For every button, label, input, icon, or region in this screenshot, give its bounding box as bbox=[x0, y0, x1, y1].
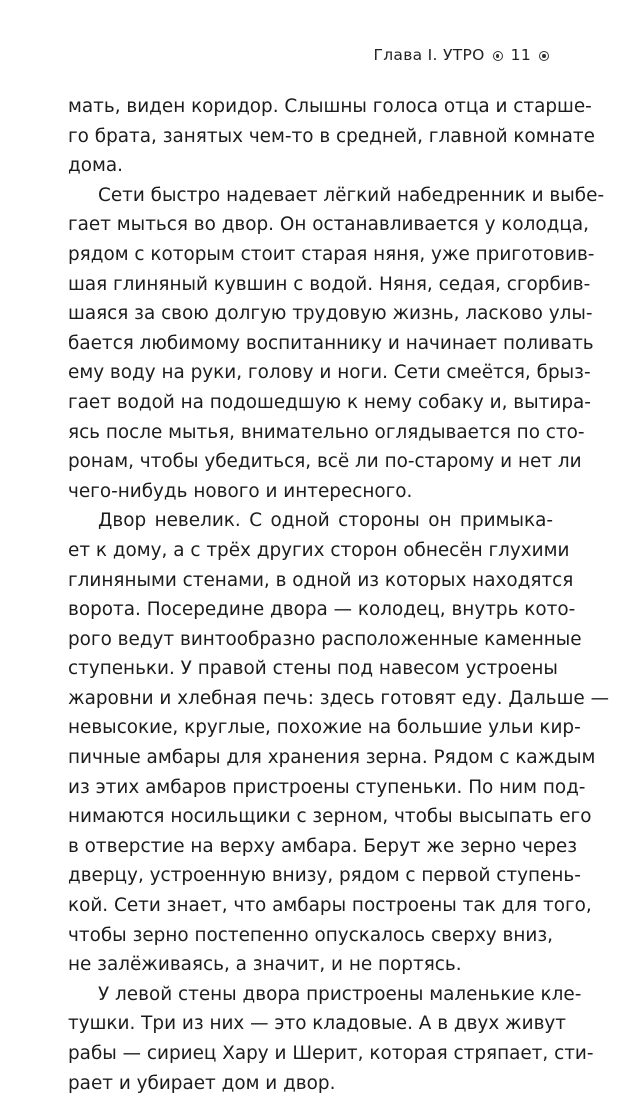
text-line: не залёживаясь, а значит, и не портясь. bbox=[68, 954, 462, 976]
text-line: ронам, чтобы убедиться, всё ли по-старому и нет ли bbox=[68, 451, 582, 473]
text-line: тушки. Три из них — это кладовые. А в двух живут bbox=[68, 1013, 567, 1035]
text-line: го брата, занятых чем-то в средней, главной комнате bbox=[68, 125, 595, 147]
ornament-right-icon bbox=[539, 51, 549, 61]
text-line: ему воду на руки, голову и ноги. Сети смеётся, брыз- bbox=[68, 362, 591, 384]
text-line: чтобы зерно постепенно опускалось сверху вниз, bbox=[68, 924, 553, 946]
text-line: гает мыться во двор. Он останавливается у колодца, bbox=[68, 214, 590, 236]
text-line: из этих амбаров пристроены ступеньки. По ним под- bbox=[68, 776, 586, 798]
text-line: пичные амбары для хранения зерна. Рядом с каждым bbox=[68, 747, 596, 769]
text-line: рядом с которым стоит старая няня, уже приготовив- bbox=[68, 243, 595, 265]
text-line: ясь после мытья, внимательно оглядывается по сто- bbox=[68, 421, 585, 443]
text-line: ступеньки. У правой стены под навесом устроены bbox=[68, 658, 558, 680]
text-line: бается любимому воспитаннику и начинает поливать bbox=[68, 332, 594, 354]
chapter-title: Глава I. УТРО bbox=[373, 46, 485, 64]
paragraph bbox=[68, 980, 594, 1098]
text-line: гает водой на подошедшую к нему собаку и, вытира- bbox=[68, 391, 591, 413]
text-line: дома. bbox=[68, 155, 123, 177]
text-line: в отверстие на верху амбара. Берут же зерно через bbox=[68, 835, 577, 857]
text-line: Сети быстро надевает лёгкий набедренник и выбе- bbox=[98, 184, 605, 206]
text-line: глиняными стенами, в одной из которых находятся bbox=[68, 569, 574, 591]
text-line: рого ведут винтообразно расположенные каменные bbox=[68, 628, 582, 650]
ornament-left-icon bbox=[493, 51, 503, 61]
text-line: ворота. Посередине двора — колодец, внутрь кото- bbox=[68, 599, 576, 621]
text-line: У левой стены двора пристроены маленькие кле- bbox=[98, 983, 582, 1005]
page-number: 11 bbox=[510, 46, 531, 64]
text-line: мать, виден коридор. Слышны голоса отца и старше- bbox=[68, 96, 592, 117]
text-line: рает и убирает дом и двор. bbox=[68, 1072, 336, 1094]
text-line: чего-нибудь нового и интересного. bbox=[68, 480, 413, 502]
text-line: невысокие, круглые, похожие на большие ульи кир- bbox=[68, 717, 581, 739]
body-text bbox=[68, 92, 609, 1098]
paragraph bbox=[68, 92, 595, 181]
text-line: кой. Сети знает, что амбары построены так для того, bbox=[68, 895, 592, 917]
running-head bbox=[373, 46, 549, 64]
text-line: дверцу, устроенную внизу, рядом с первой ступень- bbox=[68, 865, 581, 887]
text-line: шая глиняный кувшин с водой. Няня, седая, сгорбив- bbox=[68, 273, 591, 295]
text-line: жаровни и хлебная печь: здесь готовят еду. Дальше — bbox=[68, 687, 609, 709]
text-line: нимаются носильщики с зерном, чтобы высыпать его bbox=[68, 806, 592, 828]
text-line: ет к дому, а с трёх других сторон обнесён глухими bbox=[68, 539, 570, 561]
paragraph bbox=[68, 181, 605, 507]
paragraph bbox=[68, 506, 609, 980]
text-line: рабы — сириец Хару и Шерит, которая стряпает, сти- bbox=[68, 1043, 594, 1064]
text-line: шаяся за свою долгую трудовую жизнь, ласково улы- bbox=[68, 303, 593, 325]
text-line: Двор невелик. С одной стороны он примыка- bbox=[98, 510, 553, 532]
